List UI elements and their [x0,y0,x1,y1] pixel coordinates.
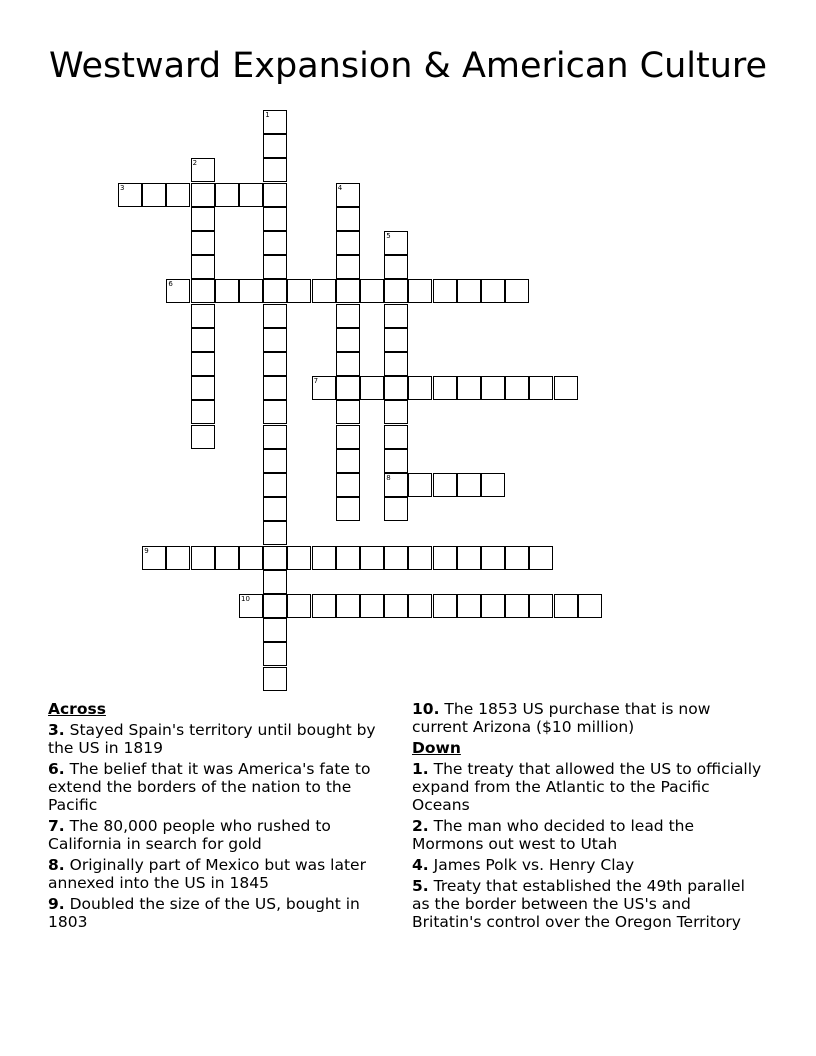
grid-cell [263,352,287,376]
grid-cell [457,473,481,497]
clue-text: Treaty that established the 49th parallel as the border between the US's and Britatin's control over the Oregon Territory [412,877,745,931]
clue-text: The belief that it was America's fate to extend the borders of the nation to the Pacific [48,760,371,814]
grid-cell [384,279,408,303]
clue-down-4 [412,856,762,874]
grid-cell [263,400,287,424]
clue-down-2 [412,817,762,853]
clue-number: 7. [48,817,65,835]
clue-across-6 [48,760,398,814]
grid-cell [336,497,360,521]
grid-cell [481,376,505,400]
grid-cell [312,279,336,303]
grid-cell [408,376,432,400]
grid-cell [336,425,360,449]
grid-cell [287,546,311,570]
grid-cell [505,376,529,400]
grid-cell [408,546,432,570]
grid-cell [191,231,215,255]
grid-cell [505,279,529,303]
clue-number: 9. [48,895,65,913]
grid-cell [384,231,408,255]
grid-cell [239,279,263,303]
grid-cell [336,546,360,570]
grid-cell [263,594,287,618]
grid-cell [263,521,287,545]
grid-cell [384,546,408,570]
clue-across-10 [412,700,762,736]
grid-cell [384,425,408,449]
clue-text: The 80,000 people who rushed to California in search for gold [48,817,331,853]
clue-down-1 [412,760,762,814]
clue-number: 6. [48,760,65,778]
grid-cell [384,594,408,618]
grid-cell [384,400,408,424]
grid-cell [191,546,215,570]
grid-cell [263,255,287,279]
grid-cell [360,279,384,303]
cell-number: 6 [168,280,173,289]
clue-number: 1. [412,760,429,778]
grid-cell [166,279,190,303]
clue-number: 5. [412,877,429,895]
cell-number: 7 [313,377,319,386]
grid-cell [166,183,190,207]
clue-across-7 [48,817,398,853]
across-heading: Across [48,700,106,718]
grid-cell [142,546,166,570]
grid-cell [191,304,215,328]
grid-cell [481,279,505,303]
clue-text: The man who decided to lead the Mormons out west to Utah [412,817,695,853]
cell-number: 9 [144,546,149,555]
grid-cell [263,110,287,134]
grid-cell [166,546,190,570]
grid-cell [191,183,215,207]
grid-cell [408,473,432,497]
grid-cell [384,255,408,279]
clue-text: Doubled the size of the US, bought in 1803 [48,895,360,931]
clue-across-8 [48,856,398,892]
grid-cell [263,183,287,207]
grid-cell [263,473,287,497]
clue-number: 8. [48,856,65,874]
clues-section [0,700,816,1000]
grid-cell [263,376,287,400]
grid-cell [336,183,360,207]
grid-cell [191,328,215,352]
grid-cell [336,376,360,400]
grid-cell [360,546,384,570]
grid-cell [263,618,287,642]
grid-cell [384,449,408,473]
grid-cell [336,400,360,424]
grid-cell [433,473,457,497]
grid-cell [408,594,432,618]
cell-number: 3 [120,183,125,192]
cell-number: 10 [241,595,250,603]
grid-cell [263,546,287,570]
cell-number: 4 [337,183,343,192]
grid-cell [457,376,481,400]
grid-cell [360,594,384,618]
clue-number: 10. [412,700,440,718]
grid-cell [384,328,408,352]
grid-cell [287,594,311,618]
grid-cell [384,497,408,521]
grid-cell [287,279,311,303]
clue-across-3 [48,721,398,757]
clue-across-9 [48,895,398,931]
grid-cell [191,425,215,449]
grid-cell [336,304,360,328]
grid-cell [191,255,215,279]
grid-cell [263,449,287,473]
grid-cell [336,352,360,376]
grid-cell [529,546,553,570]
grid-cell [263,134,287,158]
clues-column-left [48,700,398,934]
grid-cell [215,183,239,207]
grid-cell [239,546,263,570]
grid-cell [457,594,481,618]
clue-number: 3. [48,721,65,739]
grid-cell [191,207,215,231]
grid-cell [263,304,287,328]
grid-cell [433,376,457,400]
clue-text: James Polk vs. Henry Clay [433,856,635,874]
grid-cell [360,376,384,400]
grid-cell [191,352,215,376]
grid-cell [505,546,529,570]
grid-cell [578,594,602,618]
clue-text: The 1853 US purchase that is now current Arizona ($10 million) [412,700,711,736]
grid-cell [505,594,529,618]
grid-cell [384,304,408,328]
grid-cell [433,279,457,303]
grid-cell [336,231,360,255]
grid-cell [191,279,215,303]
grid-cell [481,473,505,497]
grid-cell [263,158,287,182]
grid-cell [263,279,287,303]
grid-cell [263,497,287,521]
cell-number: 2 [192,159,198,168]
grid-cell [554,594,578,618]
grid-cell [263,207,287,231]
grid-cell [142,183,166,207]
grid-cell [433,546,457,570]
grid-cell [336,279,360,303]
grid-cell [215,279,239,303]
grid-cell [336,473,360,497]
grid-cell [384,376,408,400]
grid-cell [191,158,215,182]
grid-cell [384,473,408,497]
clue-text: Originally part of Mexico but was later annexed into the US in 1845 [48,856,366,892]
down-heading: Down [412,739,461,757]
grid-cell [263,642,287,666]
grid-cell [457,546,481,570]
cell-number: 5 [386,232,391,240]
clue-text: Stayed Spain's territory until bought by the US in 1819 [48,721,376,757]
cell-number: 8 [386,474,391,482]
grid-cell [457,279,481,303]
grid-cell [336,207,360,231]
clue-down-5 [412,877,762,931]
grid-cell [554,376,578,400]
grid-cell [312,546,336,570]
grid-cell [336,449,360,473]
clue-number: 4. [412,856,429,874]
grid-cell [263,425,287,449]
grid-cell [529,376,553,400]
grid-cell [312,594,336,618]
cell-number: 1 [265,111,270,119]
grid-cell [336,255,360,279]
grid-cell [336,328,360,352]
clues-column-right [412,700,762,934]
grid-cell [263,231,287,255]
clue-number: 2. [412,817,429,835]
grid-cell [239,183,263,207]
grid-cell [215,546,239,570]
grid-cell [336,594,360,618]
grid-cell [384,352,408,376]
grid-cell [191,400,215,424]
grid-cell [312,376,336,400]
grid-cell [263,667,287,691]
grid-cell [263,570,287,594]
grid-cell [408,279,432,303]
grid-cell [433,594,457,618]
grid-cell [118,183,142,207]
clue-text: The treaty that allowed the US to officially expand from the Atlantic to the Pacific Oceans [412,760,762,814]
grid-cell [191,376,215,400]
grid-cell [481,546,505,570]
grid-cell [239,594,263,618]
grid-cell [529,594,553,618]
page-title: Westward Expansion & American Culture [48,46,768,86]
grid-cell [481,594,505,618]
grid-cell [263,328,287,352]
